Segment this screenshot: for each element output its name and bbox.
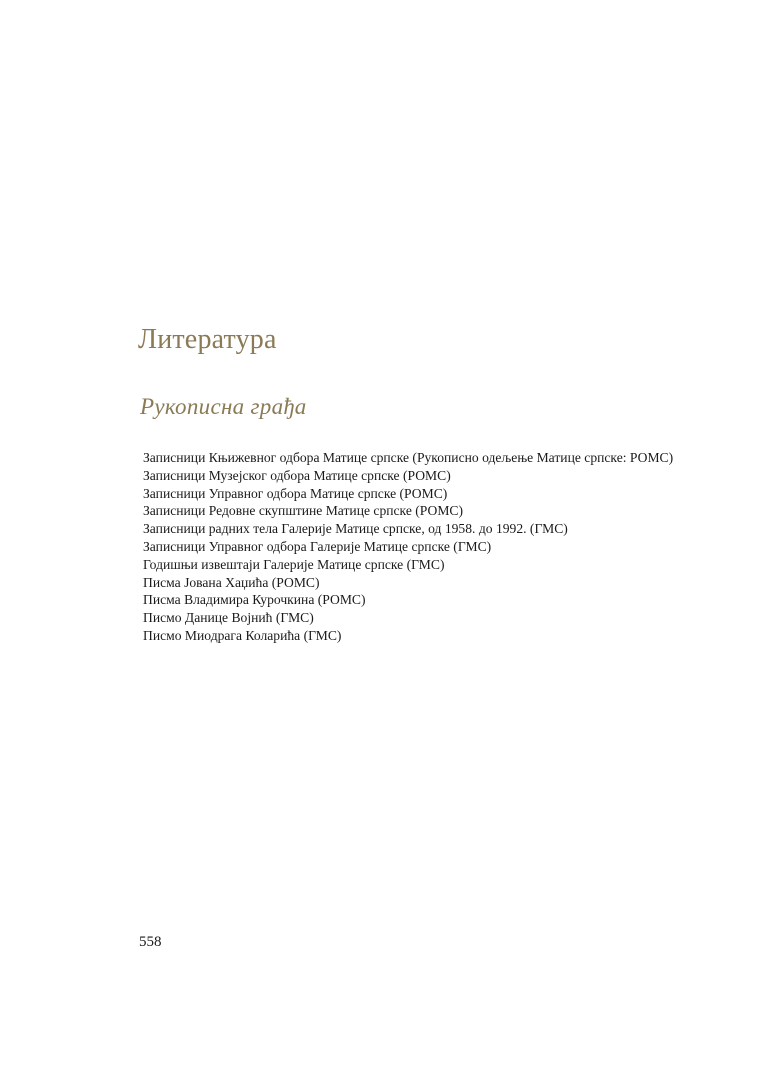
list-item: Записници Управног одбора Галерије Матице српске (ГМС) bbox=[143, 538, 492, 554]
list-item: Писмо Данице Војнић (ГМС) bbox=[143, 610, 314, 626]
sources-list bbox=[143, 449, 713, 645]
list-item: Писмо Миодрага Коларића (ГМС) bbox=[143, 627, 342, 643]
section-heading: Рукописна грађа bbox=[140, 394, 307, 419]
list-item: Записници Редовне скупштине Матице српске (РОМС) bbox=[143, 503, 464, 519]
list-item: Записници Управног одбора Матице српске (РОМС) bbox=[143, 485, 448, 501]
list-item: Годишњи извештаји Галерије Матице српске (ГМС) bbox=[143, 556, 445, 572]
list-item: Записници радних тела Галерије Матице српске, од 1958. до 1992. (ГМС) bbox=[143, 521, 568, 537]
list-item: Записници Музејског одбора Матице српске (РОМС) bbox=[143, 467, 451, 483]
page-number: 558 bbox=[139, 934, 162, 950]
list-item: Записници Књижевног одбора Матице српске (Рукописно одељење Матице српске: РОМС) bbox=[143, 450, 674, 465]
chapter-title: Литература bbox=[138, 324, 277, 355]
list-item: Писма Владимира Курочкина (РОМС) bbox=[143, 592, 366, 608]
list-item: Писма Јована Хаџића (РОМС) bbox=[143, 574, 320, 590]
